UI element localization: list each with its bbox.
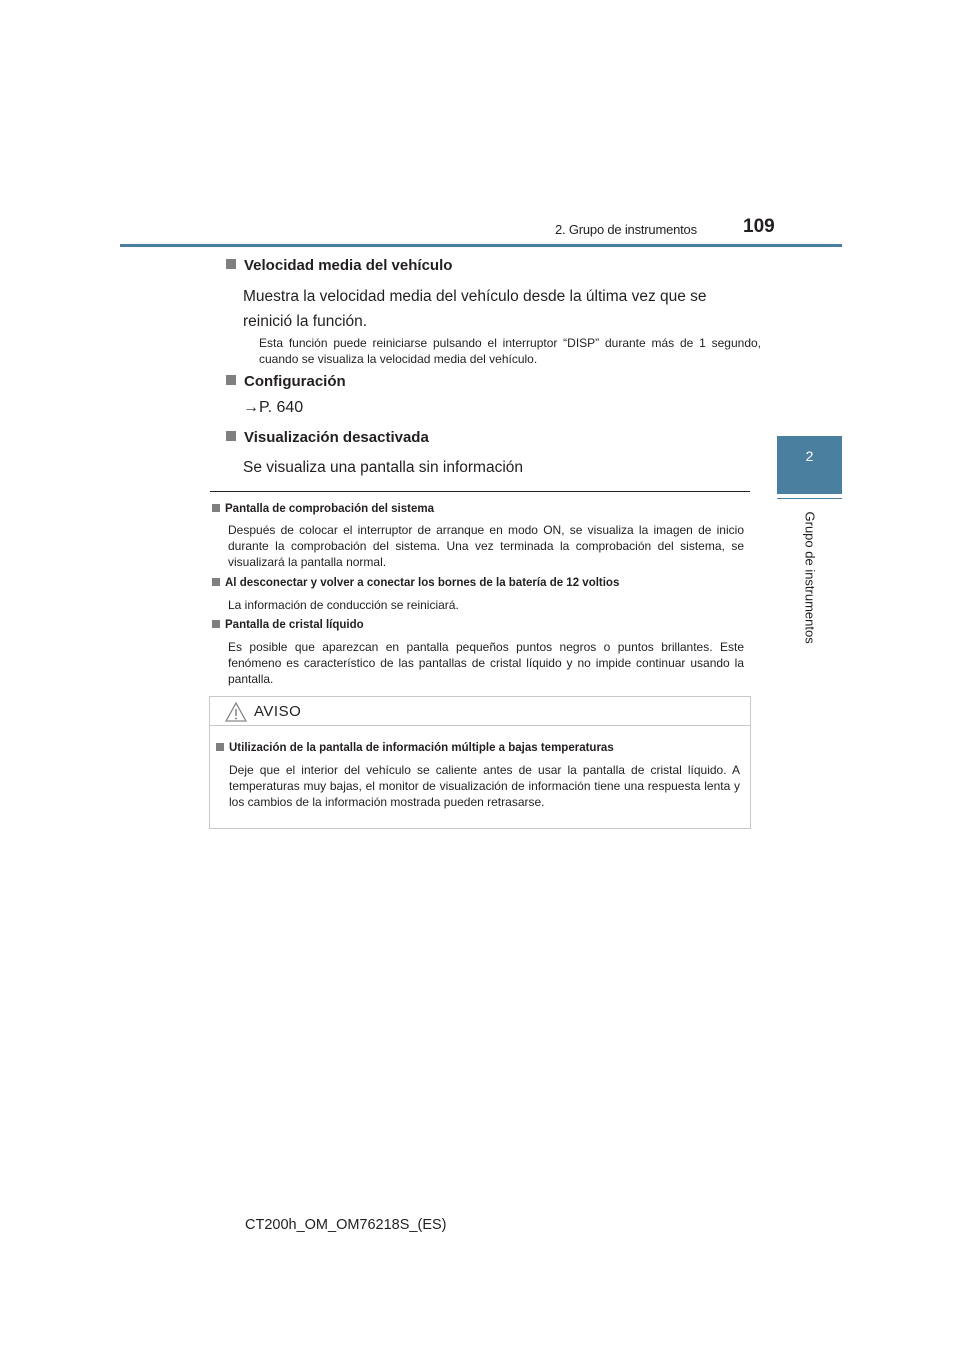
- bullet-square-icon: [212, 578, 220, 586]
- bullet-square-icon: [216, 743, 224, 751]
- page-number: 109: [743, 216, 775, 237]
- chapter-number: 2: [805, 448, 814, 464]
- item-note-velocidad-media: Esta función puede reiniciarse pulsando el interruptor “DISP” durante más de 1 segundo, cuando se visualiza la velocidad media del vehículo.: [259, 336, 761, 366]
- item-body-velocidad-media: Muestra la velocidad media del vehículo desde la última vez que se reinició la función.: [243, 288, 707, 330]
- header-rule: [120, 244, 842, 247]
- warning-triangle-icon: [225, 702, 247, 722]
- item-heading-velocidad-media: Velocidad media del vehículo: [226, 257, 452, 274]
- aviso-heading: Utilización de la pantalla de información múltiple a bajas temperaturas: [216, 742, 614, 754]
- bullet-square-icon: [226, 259, 236, 269]
- bullet-square-icon: [212, 620, 220, 628]
- note-heading-bornes-bateria: Al desconectar y volver a conectar los bornes de la batería de 12 voltios: [212, 577, 619, 589]
- aviso-divider: [210, 725, 750, 726]
- chapter-label: Grupo de instrumentos: [802, 511, 818, 644]
- bullet-square-icon: [212, 504, 220, 512]
- aviso-body: Deje que el interior del vehículo se caliente antes de usar la pantalla de cristal líquido. A temperaturas muy bajas, el monitor de visualización de información tiene una respuesta lenta y los cambios de la información mostrada pueden retrasarse.: [229, 763, 740, 809]
- item-heading-visualizacion-desactivada: Visualización desactivada: [226, 429, 429, 446]
- note-body-bornes-bateria: La información de conducción se reiniciará.: [228, 598, 459, 612]
- note-heading-pantalla-comprobacion: Pantalla de comprobación del sistema: [212, 503, 434, 515]
- item-ref-configuracion[interactable]: →P. 640: [243, 399, 304, 416]
- chapter-tab: [777, 436, 842, 494]
- bullet-square-icon: [226, 431, 236, 441]
- chapter-tab-rule: [777, 498, 842, 499]
- section-separator: [210, 491, 750, 492]
- document-code: CT200h_OM_OM76218S_(ES): [245, 1217, 447, 1233]
- aviso-title: AVISO: [254, 703, 302, 720]
- item-body-visualizacion-desactivada: Se visualiza una pantalla sin información: [243, 459, 524, 476]
- section-header: 2. Grupo de instrumentos: [555, 222, 697, 237]
- arrow-right-icon: →: [243, 399, 259, 416]
- note-heading-cristal-liquido: Pantalla de cristal líquido: [212, 619, 364, 631]
- item-heading-configuracion: Configuración: [226, 373, 346, 390]
- bullet-square-icon: [226, 375, 236, 385]
- note-body-pantalla-comprobacion: Después de colocar el interruptor de arranque en modo ON, se visualiza la imagen de inicio durante la comprobación del sistema. Una vez terminada la comprobación del sistema, se visualizará la pantalla normal.: [228, 523, 744, 569]
- note-body-cristal-liquido: Es posible que aparezcan en pantalla pequeños puntos negros o puntos brillantes. Este fenómeno es característico de las pantallas de cristal líquido y no impide continuar usando la pantalla.: [228, 640, 744, 686]
